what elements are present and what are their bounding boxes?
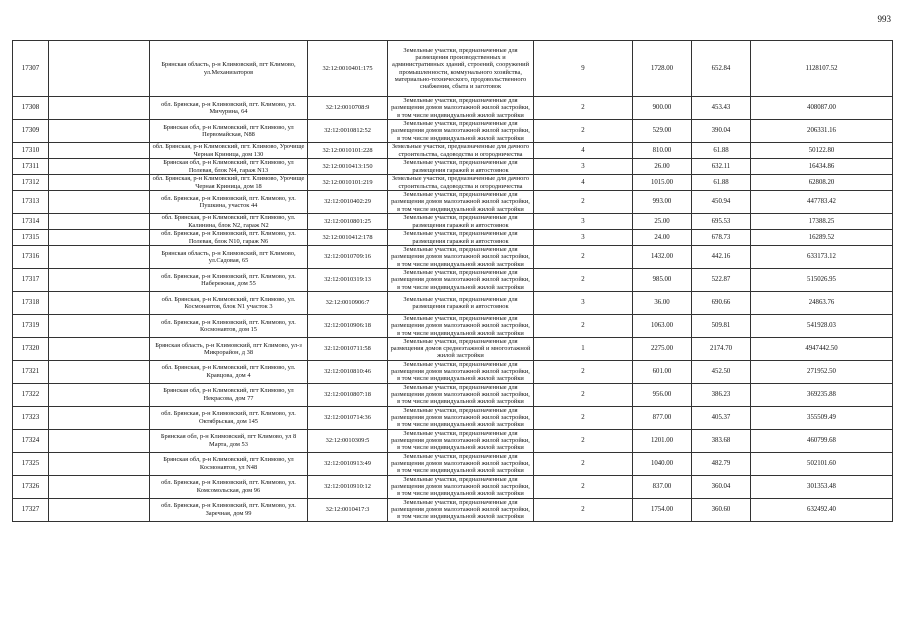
- row-address: обл. Брянская, р-н Климовский, пгт. Климово, ул. Комсомольская, дом 96: [150, 475, 308, 498]
- row-cadastral-number: 32:12:0010413:150: [308, 159, 388, 175]
- row-area: 25.00: [633, 214, 692, 230]
- table-row: [13, 143, 893, 159]
- row-specific-value: 652.84: [692, 41, 751, 97]
- row-group: 2: [534, 120, 633, 143]
- row-empty-cell: [49, 97, 150, 120]
- row-empty-cell: [49, 191, 150, 214]
- row-area: 1040.00: [633, 452, 692, 475]
- row-group: 2: [534, 452, 633, 475]
- row-empty-cell: [49, 360, 150, 383]
- row-cadastral-number: 32:12:0010906:7: [308, 292, 388, 315]
- row-area: 956.00: [633, 383, 692, 406]
- row-cadastral-value: 632492.40: [751, 498, 893, 521]
- row-specific-value: 383.68: [692, 429, 751, 452]
- row-empty-cell: [49, 292, 150, 315]
- cadastral-value-table: [12, 40, 893, 522]
- row-number: 17323: [13, 406, 49, 429]
- row-cadastral-number: 32:12:0010101:228: [308, 143, 388, 159]
- row-empty-cell: [49, 143, 150, 159]
- row-number: 17318: [13, 292, 49, 315]
- row-area: 36.00: [633, 292, 692, 315]
- row-cadastral-value: 62808.20: [751, 175, 893, 191]
- row-cadastral-value: 301353.48: [751, 475, 893, 498]
- row-land-use: Земельные участки, предназначенные для размещения домов малоэтажной жилой застройки, в том числе индивидуальной жилой застройки: [388, 191, 534, 214]
- row-number: 17319: [13, 315, 49, 338]
- row-area: 993.00: [633, 191, 692, 214]
- row-number: 17317: [13, 269, 49, 292]
- row-area: 601.00: [633, 360, 692, 383]
- row-area: 810.00: [633, 143, 692, 159]
- row-empty-cell: [49, 475, 150, 498]
- row-number: 17310: [13, 143, 49, 159]
- row-cadastral-number: 32:12:0010417:3: [308, 498, 388, 521]
- row-number: 17326: [13, 475, 49, 498]
- row-land-use: Земельные участки, предназначенные для размещения гаражей и автостоянок: [388, 292, 534, 315]
- row-cadastral-number: 32:12:0010711:58: [308, 338, 388, 361]
- row-address: Брянская область, р-н Климовский, пгт Климово, ул.Механизаторов: [150, 41, 308, 97]
- row-cadastral-value: 408087.00: [751, 97, 893, 120]
- row-specific-value: 452.50: [692, 360, 751, 383]
- row-area: 1015.00: [633, 175, 692, 191]
- row-specific-value: 695.53: [692, 214, 751, 230]
- row-address: обл. Брянская, р-н Климовский, пгт. Климово, ул. Заречная, дом 99: [150, 498, 308, 521]
- table-row: [13, 475, 893, 498]
- row-land-use: Земельные участки, предназначенные для размещения домов среднеэтажной и многоэтажной жилой застройки: [388, 338, 534, 361]
- row-area: 1432.00: [633, 246, 692, 269]
- row-area: 1063.00: [633, 315, 692, 338]
- row-empty-cell: [49, 338, 150, 361]
- row-land-use: Земельные участки, предназначенные для размещения домов малоэтажной жилой застройки, в том числе индивидуальной жилой застройки: [388, 406, 534, 429]
- row-empty-cell: [49, 230, 150, 246]
- row-number: 17316: [13, 246, 49, 269]
- row-cadastral-value: 447783.42: [751, 191, 893, 214]
- row-cadastral-value: 24863.76: [751, 292, 893, 315]
- row-cadastral-value: 271952.50: [751, 360, 893, 383]
- table-row: [13, 246, 893, 269]
- row-cadastral-number: 32:12:0010810:46: [308, 360, 388, 383]
- row-cadastral-value: 541928.03: [751, 315, 893, 338]
- row-empty-cell: [49, 406, 150, 429]
- row-cadastral-value: 17388.25: [751, 214, 893, 230]
- row-specific-value: 61.88: [692, 175, 751, 191]
- table-row: [13, 120, 893, 143]
- table-row: [13, 175, 893, 191]
- row-specific-value: 360.60: [692, 498, 751, 521]
- row-group: 1: [534, 338, 633, 361]
- row-land-use: Земельные участки, предназначенные для размещения гаражей и автостоянок: [388, 214, 534, 230]
- row-empty-cell: [49, 269, 150, 292]
- row-cadastral-number: 32:12:0010812:52: [308, 120, 388, 143]
- page-number: 993: [877, 14, 891, 24]
- row-group: 2: [534, 97, 633, 120]
- row-specific-value: 2174.70: [692, 338, 751, 361]
- row-land-use: Земельные участки, предназначенные для размещения домов малоэтажной жилой застройки, в том числе индивидуальной жилой застройки: [388, 429, 534, 452]
- table-row: [13, 406, 893, 429]
- row-cadastral-number: 32:12:0010309:5: [308, 429, 388, 452]
- row-area: 877.00: [633, 406, 692, 429]
- row-cadastral-number: 32:12:0010402:29: [308, 191, 388, 214]
- row-cadastral-number: 32:12:0010801:25: [308, 214, 388, 230]
- row-specific-value: 678.73: [692, 230, 751, 246]
- row-cadastral-number: 32:12:0010709:16: [308, 246, 388, 269]
- row-number: 17324: [13, 429, 49, 452]
- row-cadastral-value: 1128107.52: [751, 41, 893, 97]
- row-group: 3: [534, 214, 633, 230]
- row-group: 2: [534, 383, 633, 406]
- row-specific-value: 360.04: [692, 475, 751, 498]
- row-cadastral-number: 32:12:0010708:9: [308, 97, 388, 120]
- row-number: 17322: [13, 383, 49, 406]
- row-cadastral-number: 32:12:0010412:178: [308, 230, 388, 246]
- row-group: 3: [534, 159, 633, 175]
- row-specific-value: 390.04: [692, 120, 751, 143]
- row-cadastral-value: 16434.86: [751, 159, 893, 175]
- row-empty-cell: [49, 214, 150, 230]
- row-group: 2: [534, 475, 633, 498]
- row-group: 2: [534, 360, 633, 383]
- row-area: 985.00: [633, 269, 692, 292]
- row-address: Брянская обл, р-н Климовский, пгт Климово, ул 8 Марта, дом 53: [150, 429, 308, 452]
- table-row: [13, 498, 893, 521]
- row-cadastral-number: 32:12:0010714:36: [308, 406, 388, 429]
- row-specific-value: 482.79: [692, 452, 751, 475]
- row-group: 2: [534, 246, 633, 269]
- row-address: Брянская область, р-н Климовский, пгт Климово, ул-з Микрорайон, д 38: [150, 338, 308, 361]
- table-row: [13, 191, 893, 214]
- row-cadastral-number: 32:12:0010319:13: [308, 269, 388, 292]
- table-row: [13, 429, 893, 452]
- row-cadastral-value: 355509.49: [751, 406, 893, 429]
- row-area: 1728.00: [633, 41, 692, 97]
- table-body: [13, 41, 893, 522]
- table-row: [13, 360, 893, 383]
- row-number: 17325: [13, 452, 49, 475]
- row-group: 3: [534, 292, 633, 315]
- row-area: 1754.00: [633, 498, 692, 521]
- row-cadastral-value: 4947442.50: [751, 338, 893, 361]
- row-empty-cell: [49, 159, 150, 175]
- row-address: обл. Брянская, р-н Климовский, пгт. Климово, ул. Мичурина, 64: [150, 97, 308, 120]
- table-row: [13, 97, 893, 120]
- row-land-use: Земельные участки, предназначенные для размещения домов малоэтажной жилой застройки, в том числе индивидуальной жилой застройки: [388, 383, 534, 406]
- row-group: 2: [534, 406, 633, 429]
- row-specific-value: 509.81: [692, 315, 751, 338]
- row-land-use: Земельные участки, предназначенные для размещения домов малоэтажной жилой застройки, в том числе индивидуальной жилой застройки: [388, 360, 534, 383]
- row-address: обл. Брянская, р-н Климовский, пгт. Климово, Урочище Черная Криница, дом 130: [150, 143, 308, 159]
- row-cadastral-number: 32:12:0010906:18: [308, 315, 388, 338]
- row-empty-cell: [49, 175, 150, 191]
- row-specific-value: 386.23: [692, 383, 751, 406]
- row-cadastral-value: 50122.80: [751, 143, 893, 159]
- row-land-use: Земельные участки, предназначенные для размещения производственных и административных зданий, строений, сооружений промышленности, коммунального хозяйства, материально-технического, продовольственного снабжения, сбыта и заготовок: [388, 41, 534, 97]
- row-specific-value: 522.87: [692, 269, 751, 292]
- table-row: [13, 159, 893, 175]
- row-address: обл. Брянская, р-н Климовский, пгт. Климово, ул. Октябрьская, дом 145: [150, 406, 308, 429]
- row-area: 24.00: [633, 230, 692, 246]
- row-land-use: Земельные участки, предназначенные для дачного строительства, садоводства и огородничества: [388, 175, 534, 191]
- row-specific-value: 632.11: [692, 159, 751, 175]
- row-address: Брянская обл, р-н Климовский, пгт Климово, ул Полевая, блок N4, гараж N13: [150, 159, 308, 175]
- row-number: 17327: [13, 498, 49, 521]
- row-cadastral-number: 32:12:0010913:49: [308, 452, 388, 475]
- row-address: обл. Брянская, р-н Климовский, пгт. Климово, ул. Космонавтов, дом 15: [150, 315, 308, 338]
- row-empty-cell: [49, 429, 150, 452]
- row-group: 9: [534, 41, 633, 97]
- table-row: [13, 230, 893, 246]
- table-row: [13, 41, 893, 97]
- row-address: обл. Брянская, р-н Климовский, пгт. Климово, ул. Набережная, дом 55: [150, 269, 308, 292]
- table-row: [13, 452, 893, 475]
- row-land-use: Земельные участки, предназначенные для размещения домов малоэтажной жилой застройки, в том числе индивидуальной жилой застройки: [388, 120, 534, 143]
- row-cadastral-value: 16289.52: [751, 230, 893, 246]
- row-address: Брянская обл, р-н Климовский, пгт Климово, ул Космонавтов, ул N48: [150, 452, 308, 475]
- row-empty-cell: [49, 246, 150, 269]
- row-cadastral-number: 32:12:0010401:175: [308, 41, 388, 97]
- row-area: 837.00: [633, 475, 692, 498]
- row-group: 4: [534, 175, 633, 191]
- row-area: 2275.00: [633, 338, 692, 361]
- table-row: [13, 292, 893, 315]
- row-number: 17312: [13, 175, 49, 191]
- table-row: [13, 338, 893, 361]
- row-number: 17315: [13, 230, 49, 246]
- row-empty-cell: [49, 498, 150, 521]
- row-land-use: Земельные участки, предназначенные для размещения домов малоэтажной жилой застройки, в том числе индивидуальной жилой застройки: [388, 498, 534, 521]
- row-address: обл. Брянская, р-н Климовский, пгт Климово, ул. Космонавтов, блок N1 участок 3: [150, 292, 308, 315]
- row-specific-value: 450.94: [692, 191, 751, 214]
- row-empty-cell: [49, 315, 150, 338]
- row-land-use: Земельные участки, предназначенные для размещения домов малоэтажной жилой застройки, в том числе индивидуальной жилой застройки: [388, 475, 534, 498]
- row-cadastral-number: 32:12:0010910:12: [308, 475, 388, 498]
- row-area: 26.00: [633, 159, 692, 175]
- row-cadastral-value: 206331.16: [751, 120, 893, 143]
- row-group: 2: [534, 269, 633, 292]
- row-number: 17313: [13, 191, 49, 214]
- row-cadastral-value: 369235.88: [751, 383, 893, 406]
- row-cadastral-value: 515026.95: [751, 269, 893, 292]
- row-group: 3: [534, 230, 633, 246]
- row-specific-value: 442.16: [692, 246, 751, 269]
- row-land-use: Земельные участки, предназначенные для размещения домов малоэтажной жилой застройки, в том числе индивидуальной жилой застройки: [388, 452, 534, 475]
- row-empty-cell: [49, 120, 150, 143]
- row-number: 17320: [13, 338, 49, 361]
- table-row: [13, 315, 893, 338]
- row-address: Брянская обл, р-н Климовский, пгт Климово, ул Некрасова, дом 77: [150, 383, 308, 406]
- row-group: 2: [534, 315, 633, 338]
- row-number: 17321: [13, 360, 49, 383]
- row-group: 2: [534, 429, 633, 452]
- table-row: [13, 269, 893, 292]
- row-cadastral-value: 460799.68: [751, 429, 893, 452]
- row-number: 17307: [13, 41, 49, 97]
- row-specific-value: 453.43: [692, 97, 751, 120]
- table-row: [13, 383, 893, 406]
- row-land-use: Земельные участки, предназначенные для дачного строительства, садоводства и огородничества: [388, 143, 534, 159]
- row-address: Брянская обл, р-н Климовский, пгт Климово, ул Первомайская, N88: [150, 120, 308, 143]
- row-land-use: Земельные участки, предназначенные для размещения домов малоэтажной жилой застройки, в том числе индивидуальной жилой застройки: [388, 97, 534, 120]
- row-land-use: Земельные участки, предназначенные для размещения гаражей и автостоянок: [388, 230, 534, 246]
- row-area: 529.00: [633, 120, 692, 143]
- table-row: [13, 214, 893, 230]
- row-number: 17314: [13, 214, 49, 230]
- row-address: Брянская область, р-н Климовский, пгт Климово, ул.Садовая, 65: [150, 246, 308, 269]
- row-group: 4: [534, 143, 633, 159]
- row-number: 17311: [13, 159, 49, 175]
- row-address: обл. Брянская, р-н Климовский, пгт Климово, ул. Калинина, блок N2, гараж N2: [150, 214, 308, 230]
- row-empty-cell: [49, 383, 150, 406]
- row-empty-cell: [49, 452, 150, 475]
- row-number: 17308: [13, 97, 49, 120]
- row-specific-value: 690.66: [692, 292, 751, 315]
- row-cadastral-number: 32:12:0010807:18: [308, 383, 388, 406]
- row-number: 17309: [13, 120, 49, 143]
- row-cadastral-value: 502101.60: [751, 452, 893, 475]
- row-empty-cell: [49, 41, 150, 97]
- row-specific-value: 405.37: [692, 406, 751, 429]
- row-address: обл. Брянская, р-н Климовский, пгт. Климово, Урочище Черная Криница, дом 18: [150, 175, 308, 191]
- row-address: обл. Брянская, р-н Климовский, пгт. Климово, ул. Пушкина, участок 44: [150, 191, 308, 214]
- row-land-use: Земельные участки, предназначенные для размещения домов малоэтажной жилой застройки, в том числе индивидуальной жилой застройки: [388, 246, 534, 269]
- row-land-use: Земельные участки, предназначенные для размещения гаражей и автостоянок: [388, 159, 534, 175]
- row-area: 900.00: [633, 97, 692, 120]
- row-cadastral-number: 32:12:0010101:219: [308, 175, 388, 191]
- row-address: обл. Брянская, р-н Климовский, пгт Климово, ул. Кравцова, дом 4: [150, 360, 308, 383]
- row-group: 2: [534, 498, 633, 521]
- row-land-use: Земельные участки, предназначенные для размещения домов малоэтажной жилой застройки, в том числе индивидуальной жилой застройки: [388, 315, 534, 338]
- row-cadastral-value: 633173.12: [751, 246, 893, 269]
- row-specific-value: 61.88: [692, 143, 751, 159]
- row-group: 2: [534, 191, 633, 214]
- row-land-use: Земельные участки, предназначенные для размещения домов малоэтажной жилой застройки, в том числе индивидуальной жилой застройки: [388, 269, 534, 292]
- row-address: обл. Брянская, р-н Климовский, пгт. Климово, ул. Полевая, блок N10, гараж N6: [150, 230, 308, 246]
- row-area: 1201.00: [633, 429, 692, 452]
